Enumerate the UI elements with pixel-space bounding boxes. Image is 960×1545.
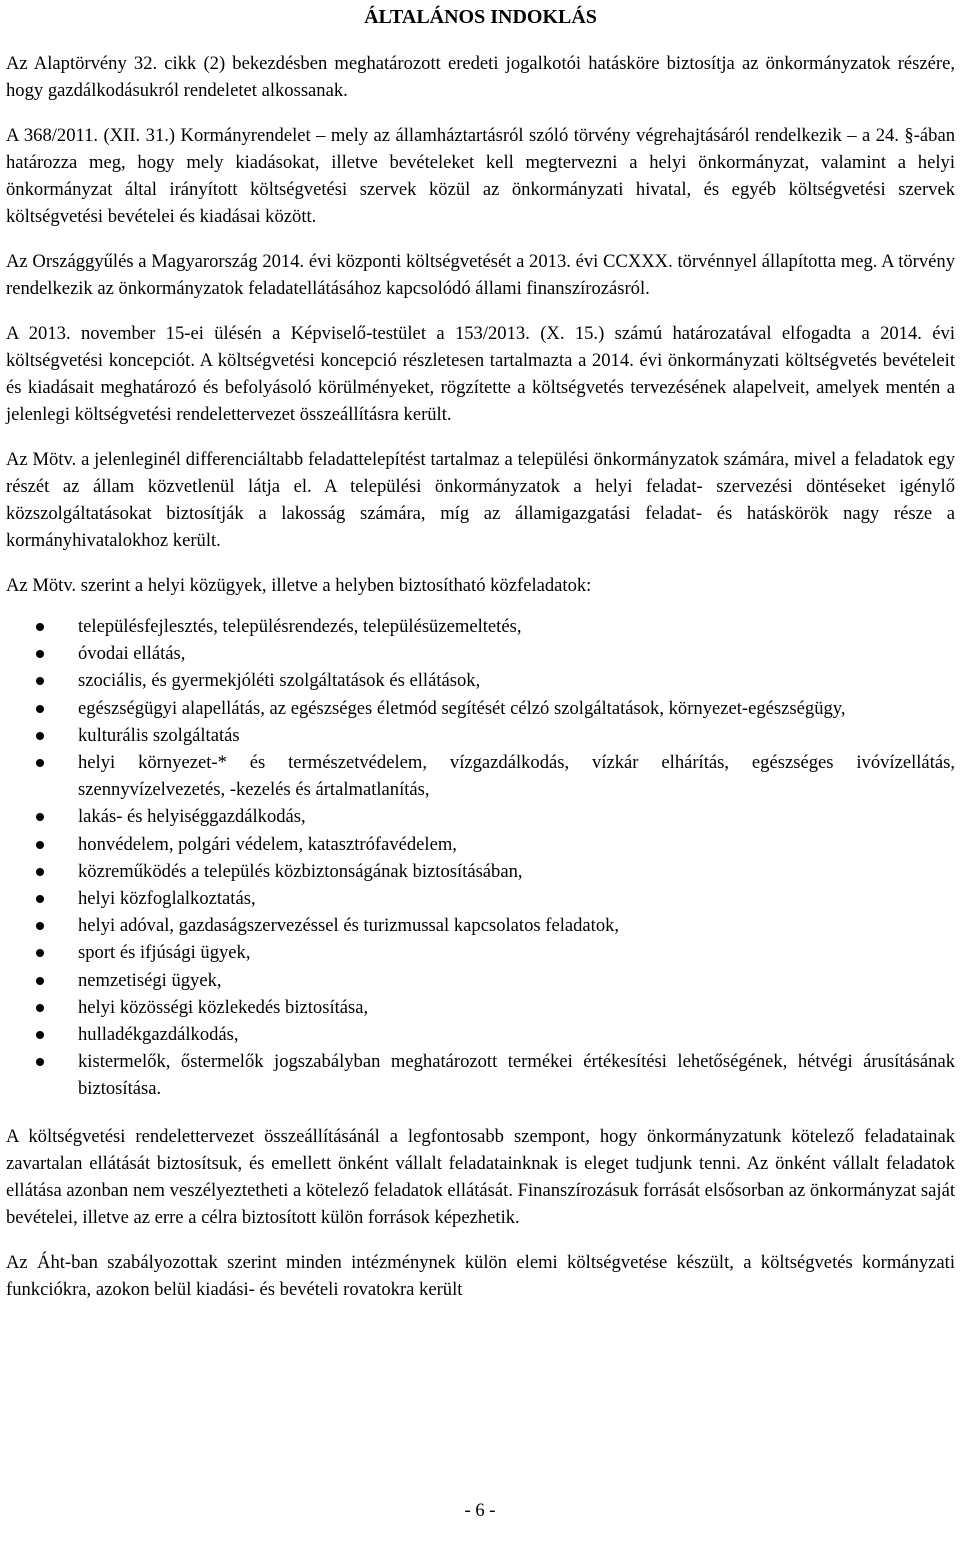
list-item (6, 858, 955, 885)
bullet-icon (36, 813, 44, 821)
list-item-text: helyi közösségi közlekedés biztosítása, (78, 996, 369, 1018)
bullet-icon (36, 650, 44, 658)
bullet-icon (36, 677, 44, 685)
paragraph-alaptorveny: Az Alaptörvény 32. cikk (2) bekezdésben meghatározott eredeti jogalkotói hatásköre biztosítja az önkormányzatok részére, hogy gazdálkodásukról rendeletet alkossanak. (6, 53, 955, 101)
list-item-text: egészségügyi alapellátás, az egészséges életmód segítését célzó szolgáltatások, környezet-egészségügy, (78, 697, 846, 719)
paragraph-kotelezo-feladatok: A költségvetési rendelettervezet összeállításánál a legfontosabb szempont, hogy önkormányzatunk kötelező feladatainak zavartalan ellátását biztosítsuk, és emellett önként vállalt feladatainknak is eleget tudjunk tenni. Az önként vállalt feladatok ellátása azonban nem veszélyeztetheti a kötelező feladatok ellátását. Finanszírozásuk forrását elsősorban az önkormányzat saját bevételei, illetve az erre a célra biztosított külön források képezhetik. (6, 1125, 955, 1228)
list-item-text: településfejlesztés, településrendezés, településüzemeltetés, (78, 616, 522, 637)
list-item-text: helyi környezet-* és természetvédelem, vízgazdálkodás, vízkár elhárítás, egészséges ivóvízellátás, szennyvízelvezetés, -kezelés és ártalmatlanítás, (78, 752, 955, 801)
bullet-icon (36, 841, 44, 849)
page-number: - 6 - (464, 1500, 496, 1521)
bullet-icon (36, 759, 44, 767)
list-item-text: kistermelők, őstermelők jogszabályban meghatározott termékei értékesítési lehetőségének, hétvégi árusításának biztosítása. (78, 1051, 955, 1100)
bullet-icon (36, 977, 44, 985)
list-item (6, 640, 955, 667)
list-item (6, 912, 955, 939)
document-page (6, 0, 955, 1321)
list-item-text: lakás- és helyiséggazdálkodás, (78, 806, 306, 828)
document-title: ÁLTALÁNOS INDOKLÁS (364, 6, 597, 28)
list-item-text: honvédelem, polgári védelem, katasztrófavédelem, (78, 833, 457, 855)
list-item (6, 749, 955, 803)
list-item (6, 1048, 955, 1102)
list-item-text: hulladékgazdálkodás, (78, 1024, 239, 1046)
list-item (6, 831, 955, 858)
list-item (6, 722, 955, 749)
list-item-text: kulturális szolgáltatás (78, 724, 240, 746)
bullet-icon (36, 705, 44, 713)
bullet-icon (36, 623, 44, 631)
bullet-icon (36, 868, 44, 876)
bullet-icon (36, 1058, 44, 1066)
paragraph-kozugyek-intro: Az Mötv. szerint a helyi közügyek, illetve a helyben biztosítható közfeladatok: (6, 575, 592, 596)
list-item (6, 667, 955, 694)
list-item (6, 885, 955, 912)
paragraph-kormanyrendelet: A 368/2011. (XII. 31.) Kormányrendelet – mely az államháztartásról szóló törvény végrehajtásáról rendelkezik – a 24. §-ában határozza meg, hogy mely kiadásokat, illetve bevételeket kell megtervezni a helyi önkormányzat, valamint a helyi önkormányzat által irányított költségvetési szervek közül az önkormányzati hivatal, és egyéb költségvetési szervek költségvetési bevételei és kiadásai között. (6, 125, 955, 227)
bullet-icon (36, 949, 44, 957)
list-item-text: helyi közfoglalkoztatás, (78, 888, 256, 910)
list-item-text: sport és ifjúsági ügyek, (78, 942, 251, 964)
list-item-text: óvodai ellátás, (78, 643, 186, 665)
list-item (6, 613, 955, 640)
list-item-text: szociális, és gyermekjóléti szolgáltatások és ellátások, (78, 670, 481, 692)
public-tasks-list (6, 613, 955, 1103)
list-item (6, 1021, 955, 1048)
list-item-text: nemzetiségi ügyek, (78, 969, 222, 991)
paragraph-koncepcio: A 2013. november 15-ei ülésén a Képviselő-testület a 153/2013. (X. 15.) számú határozatával elfogadta a 2014. évi költségvetési koncepciót. A költségvetési koncepció részletesen tartalmazta a 2014. évi önkormányzati költségvetés bevételeit és kiadásait meghatározó és befolyásoló körülményeket, rögzítette a költségvetés tervezésének alapelveit, amelyek mentén a jelenlegi költségvetési rendelettervezet összeállításra került. (6, 323, 955, 425)
list-item (6, 994, 955, 1021)
paragraph-aht-koltsegvetes: Az Áht-ban szabályozottak szerint minden intézménynek külön elemi költségvetése készült, a költségvetés kormányzati funkciókra, azokon belül kiadási- és bevételi rovatokra került (6, 1251, 955, 1300)
list-item (6, 967, 955, 994)
list-item-text: helyi adóval, gazdaságszervezéssel és turizmussal kapcsolatos feladatok, (78, 915, 620, 937)
paragraph-orszaggyules: Az Országgyűlés a Magyarország 2014. évi központi költségvetését a 2013. évi CCXXX. törvénnyel állapította meg. A törvény rendelkezik az önkormányzatok feladatellátásához kapcsolódó állami finanszírozásról. (6, 251, 955, 299)
list-item-text: közreműködés a település közbiztonságának biztosításában, (78, 860, 523, 882)
bullet-icon (36, 1004, 44, 1012)
list-item (6, 803, 955, 830)
bullet-icon (36, 922, 44, 930)
list-item (6, 939, 955, 966)
bullet-icon (36, 895, 44, 903)
bullet-icon (36, 732, 44, 740)
list-item (6, 695, 955, 722)
bullet-icon (36, 1031, 44, 1039)
paragraph-motv-feladattelepites: Az Mötv. a jelenleginél differenciáltabb feladattelepítést tartalmaz a települési önkormányzatok számára, mivel a feladatok egy részét az állam közvetlenül látja el. A települési önkormányzatok a helyi feladat- szervezési döntéseket igénylő közszolgáltatásokat biztosítják a lakosság számára, míg az államigazgatási feladat- és hatáskörök nagy része a kormányhivatalokhoz került. (6, 449, 955, 551)
